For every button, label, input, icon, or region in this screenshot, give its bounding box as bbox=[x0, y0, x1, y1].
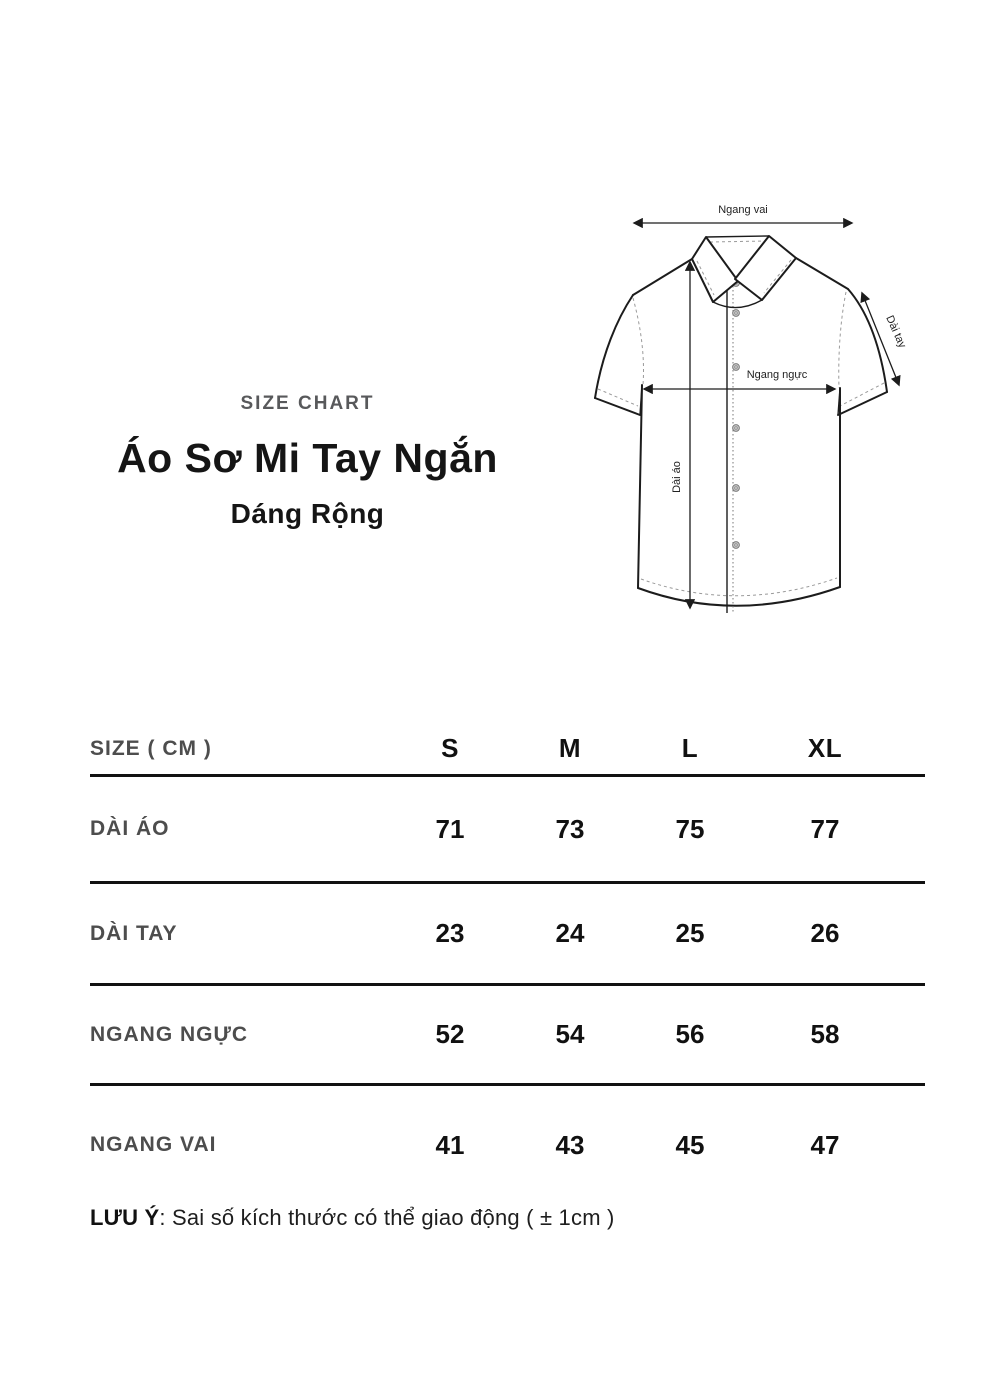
hem-stitch bbox=[641, 578, 837, 596]
row-label: NGANG NGỰC bbox=[90, 1022, 249, 1046]
cell-value: 26 bbox=[810, 918, 840, 948]
right-shoulder-seam bbox=[796, 258, 848, 289]
right-armhole-stitch bbox=[839, 292, 846, 388]
cell-value: 77 bbox=[810, 813, 840, 844]
cell-value: 75 bbox=[675, 813, 705, 844]
cell-value: 71 bbox=[435, 813, 465, 844]
page-title: Áo Sơ Mi Tay Ngắn bbox=[117, 435, 498, 481]
column-header-size: SIZE ( CM ) bbox=[90, 736, 212, 760]
header-block bbox=[85, 393, 530, 530]
shirt-diagram-svg bbox=[570, 182, 920, 642]
table-row bbox=[90, 1086, 925, 1204]
row-label: DÀI TAY bbox=[90, 921, 178, 945]
cell-value: 47 bbox=[810, 1129, 840, 1160]
shoulder-width-label: Ngang vai bbox=[718, 204, 768, 216]
cell-value: 43 bbox=[555, 1129, 585, 1160]
table-header-row bbox=[90, 723, 925, 777]
button-icon bbox=[733, 485, 740, 492]
table-row bbox=[90, 986, 925, 1086]
size-table bbox=[90, 723, 925, 1204]
cell-value: 56 bbox=[675, 1019, 705, 1049]
collar-band bbox=[713, 300, 762, 308]
cell-value: 54 bbox=[555, 1019, 585, 1049]
button-icon bbox=[733, 425, 740, 432]
right-cuff-stitch bbox=[840, 383, 884, 406]
hem bbox=[638, 587, 840, 606]
sleeve-length-label: Dài tay bbox=[883, 313, 909, 350]
table-row bbox=[90, 884, 925, 986]
page-subtitle: Dáng Rộng bbox=[230, 498, 385, 529]
cell-value: 24 bbox=[555, 918, 585, 948]
column-header-xl: XL bbox=[807, 733, 843, 763]
collar-left-flap bbox=[692, 237, 738, 302]
footnote bbox=[90, 1205, 615, 1231]
eyebrow-label: SIZE CHART bbox=[240, 393, 375, 414]
left-sleeve-outer bbox=[595, 295, 633, 398]
left-cuff-stitch bbox=[598, 389, 638, 406]
collar-right-flap bbox=[735, 236, 796, 300]
chest-width-label: Ngang ngực bbox=[746, 369, 808, 381]
left-shoulder-seam bbox=[633, 259, 692, 295]
footnote-bold: LƯU Ý bbox=[90, 1205, 160, 1230]
cell-value: 73 bbox=[555, 813, 585, 844]
button-icon bbox=[733, 310, 740, 317]
cell-value: 23 bbox=[435, 918, 465, 948]
row-label: NGANG VAI bbox=[90, 1133, 217, 1156]
button-icon bbox=[733, 542, 740, 549]
left-armhole-stitch bbox=[633, 298, 644, 385]
cell-value: 45 bbox=[675, 1129, 705, 1160]
button-icon bbox=[733, 364, 740, 371]
shirt-diagram bbox=[570, 182, 920, 642]
row-label: DÀI ÁO bbox=[90, 817, 170, 840]
cell-value: 58 bbox=[810, 1019, 840, 1049]
column-header-s: S bbox=[441, 733, 459, 763]
cell-value: 41 bbox=[435, 1129, 465, 1160]
buttons bbox=[733, 280, 740, 549]
body-length-label: Dài áo bbox=[671, 461, 683, 493]
collar-back-edge bbox=[706, 236, 769, 237]
table-row bbox=[90, 777, 925, 884]
column-header-l: L bbox=[681, 733, 699, 763]
collar-back-stitch bbox=[710, 241, 766, 242]
column-header-m: M bbox=[558, 733, 582, 763]
footnote-text: : Sai số kích thước có thể giao động ( ± 1cm ) bbox=[159, 1205, 615, 1230]
cell-value: 25 bbox=[675, 918, 705, 948]
cell-value: 52 bbox=[435, 1019, 465, 1049]
left-sleeve-cuff bbox=[595, 398, 640, 415]
